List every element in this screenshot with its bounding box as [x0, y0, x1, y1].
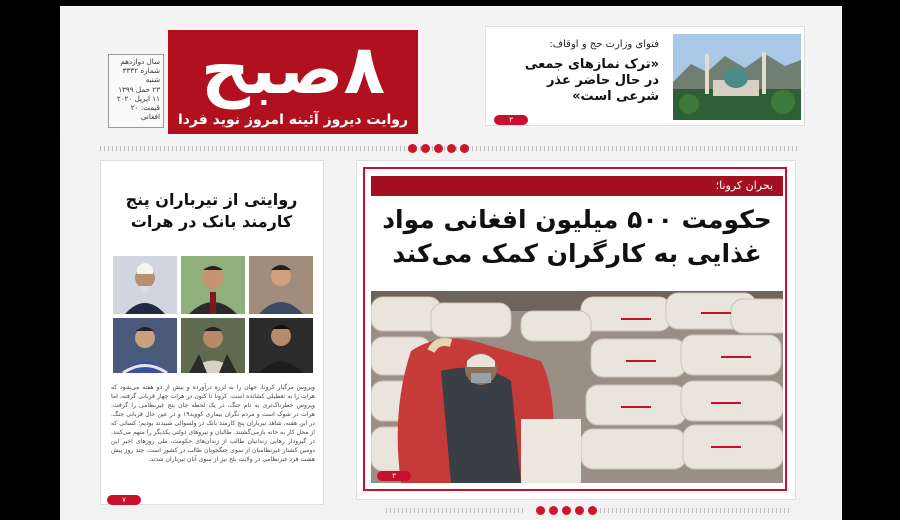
logo-text: ۸صبح	[201, 30, 385, 110]
main-story-headline[interactable]: حکومت ۵۰۰ میلیون افغانی مواد غذایی به کارگران کمک می‌کند	[382, 205, 772, 268]
portrait-3	[249, 256, 313, 314]
left-page-tag[interactable]: ۷	[107, 495, 141, 505]
mosque-photo	[673, 34, 801, 120]
issue-weekday: شنبه	[145, 75, 160, 85]
masthead-logo	[168, 30, 418, 134]
issue-price: قیمت: ۲۰ افغانی	[130, 103, 160, 122]
issue-year: سال دوازدهم	[120, 57, 160, 66]
main-story-frame	[363, 167, 787, 491]
portrait-5	[181, 318, 245, 373]
promo-headline[interactable]: «ترک نمازهای جمعی در حال حاضر عذر شرعی است»	[524, 57, 659, 104]
issue-date-solar: ۲۳ حمل ۱۳۹۹	[118, 84, 160, 94]
bottom-divider-left	[386, 508, 526, 513]
newspaper-front-page	[60, 6, 842, 520]
left-story-body: ویروس مرگبار کرونا، جهان را به لرزه درآورده و بیش از دو هفته می‌شود که هرات را به تعطیلی کشانده است. کرونا تا کنون در هرات چهار قربانی گرفته، اما ویروس خطرناک‌تری به نام جنگ، در یک لحظه جان پنج غیرنظامی را گرفت. هرات در شوک است و مردم نگران بیماری کووید۱۹ و در عین حال قربانی جنگ. در این هفته، شاهد تیرباران پنج کارمند بانک در ولسوالی شیندند بودیم؛ کسانی که از محل کار به خانه بازمی‌گشتند. طالبان و نیروهای دولتی یکدیگر را متهم می‌کنند. در گیرودار رهایی زندانیان طالب از زندان‌های حکومت، طی روزهای اخیر این دومین کشتار غیرنظامیان از سوی جنگجویان طالب در کشور است. چند روز پیش هشت فرد غیرنظامی در ولایت بلخ نیز از سوی آنان تیرباران شدند.	[110, 384, 315, 463]
portrait-1	[113, 256, 177, 314]
left-story-card[interactable]	[100, 160, 324, 505]
issue-number: شماره ۳۳۳۲	[122, 66, 160, 76]
issue-date-gregorian: ۱۱ اپریل ۲۰۲۰	[116, 93, 160, 103]
issue-info	[108, 54, 164, 128]
main-story-card[interactable]	[356, 160, 796, 500]
portrait-6	[249, 318, 313, 373]
masthead-area	[60, 6, 842, 136]
portrait-2	[181, 256, 245, 314]
promo-kicker: فتوای وزارت حج و اوقاف:	[549, 39, 659, 50]
masthead-tagline: روایت دیروز آئینه امروز نوید فردا	[177, 112, 409, 128]
promo-page-tag[interactable]: ۳	[494, 115, 528, 125]
promo-box[interactable]	[485, 26, 805, 126]
portrait-4	[113, 318, 177, 373]
victims-portraits	[113, 256, 313, 371]
main-story-kicker: بحران کرونا؛	[371, 176, 783, 196]
main-page-tag[interactable]: ۳	[377, 471, 411, 481]
left-story-headline[interactable]: روایتی از تیرباران پنج کارمند بانک در هرات	[125, 190, 298, 231]
flour-sacks-photo	[371, 291, 783, 483]
separator-dots	[408, 144, 469, 153]
bottom-divider-right	[600, 508, 790, 513]
bottom-dots	[536, 506, 597, 515]
